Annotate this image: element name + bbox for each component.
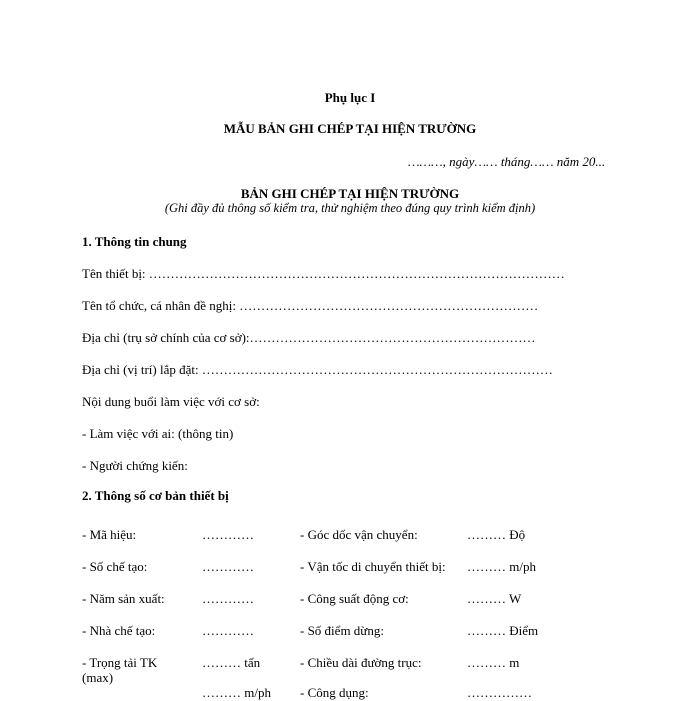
section-heading-equipment-specs: 2. Thông số cơ bản thiết bị xyxy=(82,488,229,503)
spec-label-motor-power: - Công suất động cơ: xyxy=(300,591,409,606)
field-meeting-content: Nội dung buổi làm việc với cơ sở: xyxy=(82,394,260,409)
date-line: ………, ngày…… tháng…… năm 20... xyxy=(408,154,606,169)
spec-value-model: ………… xyxy=(202,527,254,542)
spec-label-year-manufactured: - Năm sản xuất: xyxy=(82,591,165,606)
spec-value-shaft-length: ……… m xyxy=(467,655,520,670)
spec-value-travel-speed: ……… m/ph xyxy=(467,559,536,574)
spec-label-serial-number: - Số chế tạo: xyxy=(82,559,148,574)
spec-label-purpose: - Công dụng: xyxy=(300,685,369,700)
spec-value-stop-points: ……… Điểm xyxy=(467,623,539,638)
sub-title: BẢN GHI CHÉP TẠI HIỆN TRƯỜNG xyxy=(240,186,460,201)
main-title: MẪU BẢN GHI CHÉP TẠI HIỆN TRƯỜNG xyxy=(223,121,477,136)
spec-label-conveying-angle: - Góc dốc vận chuyển: xyxy=(300,527,418,542)
field-worked-with: - Làm việc với ai: (thông tin) xyxy=(82,426,234,441)
spec-value-speed-mph: ……… m/ph xyxy=(202,685,271,700)
field-equipment-name: Tên thiết bị: …………………………………………………………………………………… xyxy=(82,266,565,281)
sub-title-note: (Ghi đầy đủ thông số kiểm tra, thử nghiệm theo đúng quy trình kiểm định) xyxy=(164,201,536,215)
spec-label-manufacturer: - Nhà chế tạo: xyxy=(82,623,156,638)
section-heading-general-info: 1. Thông tin chung xyxy=(82,234,187,249)
spec-label-model: - Mã hiệu: xyxy=(82,527,137,542)
spec-value-conveying-angle: ……… Độ xyxy=(467,527,526,542)
spec-label-design-load: - Trọng tải TK xyxy=(82,655,158,670)
spec-label-stop-points: - Số điểm dừng: xyxy=(300,623,384,638)
spec-value-motor-power: ……… W xyxy=(467,591,522,606)
spec-value-manufacturer: ………… xyxy=(202,623,254,638)
appendix-label: Phụ lục I xyxy=(324,90,376,105)
spec-label-max: (max) xyxy=(82,670,114,685)
spec-value-serial-number: ………… xyxy=(202,559,254,574)
field-installation-address: Địa chỉ (vị trí) lắp đặt: ……………………………………………………………………… xyxy=(82,362,553,377)
field-organization-name: Tên tổ chức, cá nhân đề nghị: …………………………………………………………… xyxy=(82,298,539,313)
spec-value-design-load: ……… tấn xyxy=(202,655,261,670)
field-head-office-address: Địa chỉ (trụ sở chính của cơ sở):………………………………………………………… xyxy=(82,330,536,345)
spec-label-travel-speed: - Vận tốc di chuyển thiết bị: xyxy=(300,559,446,574)
spec-value-year-manufactured: ………… xyxy=(202,591,254,606)
spec-label-shaft-length: - Chiều dài đường trục: xyxy=(300,655,422,670)
spec-value-purpose: …………… xyxy=(467,685,532,700)
field-witness: - Người chứng kiến: xyxy=(82,458,188,473)
